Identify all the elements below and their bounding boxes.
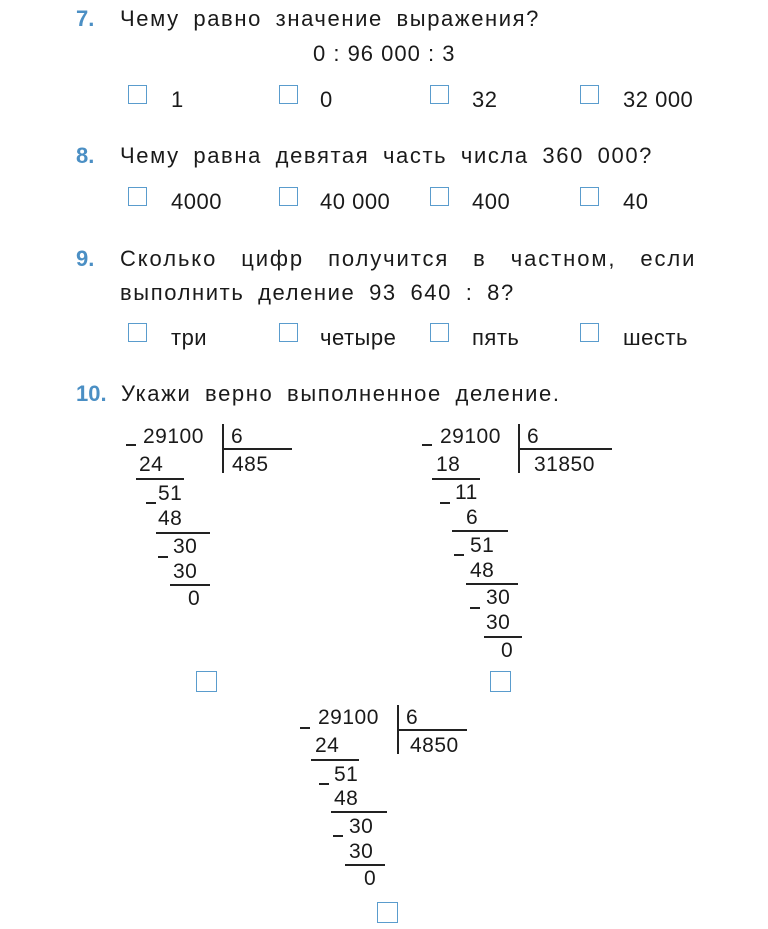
underline bbox=[156, 532, 210, 534]
checkbox-q9-option-1[interactable] bbox=[128, 323, 147, 342]
question-text-9-line1: Сколько цифр получится в частном, если bbox=[120, 246, 697, 271]
underline bbox=[484, 636, 522, 638]
minus-sign bbox=[440, 502, 450, 504]
step: 6 bbox=[466, 506, 479, 529]
checkbox-q8-option-2[interactable] bbox=[279, 187, 298, 206]
step: 0 bbox=[501, 639, 514, 662]
step: 11 bbox=[455, 481, 478, 504]
underline bbox=[345, 864, 385, 866]
step: 30 bbox=[486, 611, 511, 634]
quotient: 31850 bbox=[534, 453, 595, 476]
step: 18 bbox=[436, 453, 461, 476]
checkbox-q8-option-3[interactable] bbox=[430, 187, 449, 206]
step: 51 bbox=[334, 763, 359, 786]
checkbox-q7-option-3[interactable] bbox=[430, 85, 449, 104]
underline bbox=[432, 478, 480, 480]
divisor: 6 bbox=[231, 425, 244, 448]
minus-sign bbox=[470, 607, 480, 609]
step: 30 bbox=[486, 586, 511, 609]
minus-sign bbox=[146, 502, 156, 504]
step: 30 bbox=[173, 535, 198, 558]
step: 48 bbox=[334, 787, 359, 810]
checkbox-division-b[interactable] bbox=[490, 671, 511, 692]
checkbox-q7-option-2[interactable] bbox=[279, 85, 298, 104]
underline bbox=[136, 478, 184, 480]
option-label: 40 000 bbox=[320, 189, 391, 214]
minus-sign bbox=[319, 783, 329, 785]
quotient: 485 bbox=[232, 453, 269, 476]
question-number-9: 9. bbox=[76, 246, 95, 271]
minus-sign bbox=[158, 556, 168, 558]
divisor: 6 bbox=[527, 425, 540, 448]
step: 48 bbox=[158, 507, 183, 530]
checkbox-q7-option-4[interactable] bbox=[580, 85, 599, 104]
checkbox-q8-option-1[interactable] bbox=[128, 187, 147, 206]
minus-sign bbox=[422, 444, 432, 446]
step: 30 bbox=[349, 840, 374, 863]
step: 30 bbox=[173, 560, 198, 583]
question-text-10: Укажи верно выполненное деление. bbox=[121, 381, 561, 406]
checkbox-q7-option-1[interactable] bbox=[128, 85, 147, 104]
option-label: пять bbox=[472, 325, 520, 350]
checkbox-division-c[interactable] bbox=[377, 902, 398, 923]
option-label: 4000 bbox=[171, 189, 222, 214]
minus-sign bbox=[454, 554, 464, 556]
question-text-7: Чему равно значение выражения? bbox=[120, 6, 541, 31]
question-text-9-line2: выполнить деление 93 640 : 8? bbox=[120, 280, 515, 305]
step: 48 bbox=[470, 559, 495, 582]
minus-sign bbox=[300, 727, 310, 729]
option-label: 32 bbox=[472, 87, 498, 112]
step: 30 bbox=[349, 815, 374, 838]
step: 51 bbox=[158, 482, 183, 505]
quotient-line bbox=[397, 729, 467, 731]
option-label: 32 000 bbox=[623, 87, 694, 112]
checkbox-q9-option-2[interactable] bbox=[279, 323, 298, 342]
underline bbox=[466, 583, 518, 585]
underline bbox=[331, 811, 387, 813]
expression-7: 0 : 96 000 : 3 bbox=[313, 41, 456, 66]
step: 51 bbox=[470, 534, 495, 557]
checkbox-division-a[interactable] bbox=[196, 671, 217, 692]
option-label: 0 bbox=[320, 87, 333, 112]
minus-sign bbox=[126, 444, 136, 446]
checkbox-q8-option-4[interactable] bbox=[580, 187, 599, 206]
minus-sign bbox=[333, 835, 343, 837]
question-text-8: Чему равна девятая часть числа 360 000? bbox=[120, 143, 653, 168]
checkbox-q9-option-3[interactable] bbox=[430, 323, 449, 342]
underline bbox=[311, 759, 359, 761]
question-number-10: 10. bbox=[76, 381, 107, 406]
quotient-line bbox=[222, 448, 292, 450]
question-number-7: 7. bbox=[76, 6, 95, 31]
step: 0 bbox=[364, 867, 377, 890]
option-label: четыре bbox=[320, 325, 397, 350]
dividend: 29100 bbox=[143, 425, 204, 448]
quotient: 4850 bbox=[410, 734, 459, 757]
underline bbox=[170, 584, 210, 586]
step: 24 bbox=[139, 453, 164, 476]
quotient-line bbox=[518, 448, 612, 450]
option-label: 1 bbox=[171, 87, 184, 112]
dividend: 29100 bbox=[318, 706, 379, 729]
step: 24 bbox=[315, 734, 340, 757]
underline bbox=[452, 530, 508, 532]
question-number-8: 8. bbox=[76, 143, 95, 168]
option-label: шесть bbox=[623, 325, 688, 350]
option-label: три bbox=[171, 325, 208, 350]
step: 0 bbox=[188, 587, 201, 610]
option-label: 40 bbox=[623, 189, 649, 214]
checkbox-q9-option-4[interactable] bbox=[580, 323, 599, 342]
dividend: 29100 bbox=[440, 425, 501, 448]
option-label: 400 bbox=[472, 189, 511, 214]
divisor: 6 bbox=[406, 706, 419, 729]
